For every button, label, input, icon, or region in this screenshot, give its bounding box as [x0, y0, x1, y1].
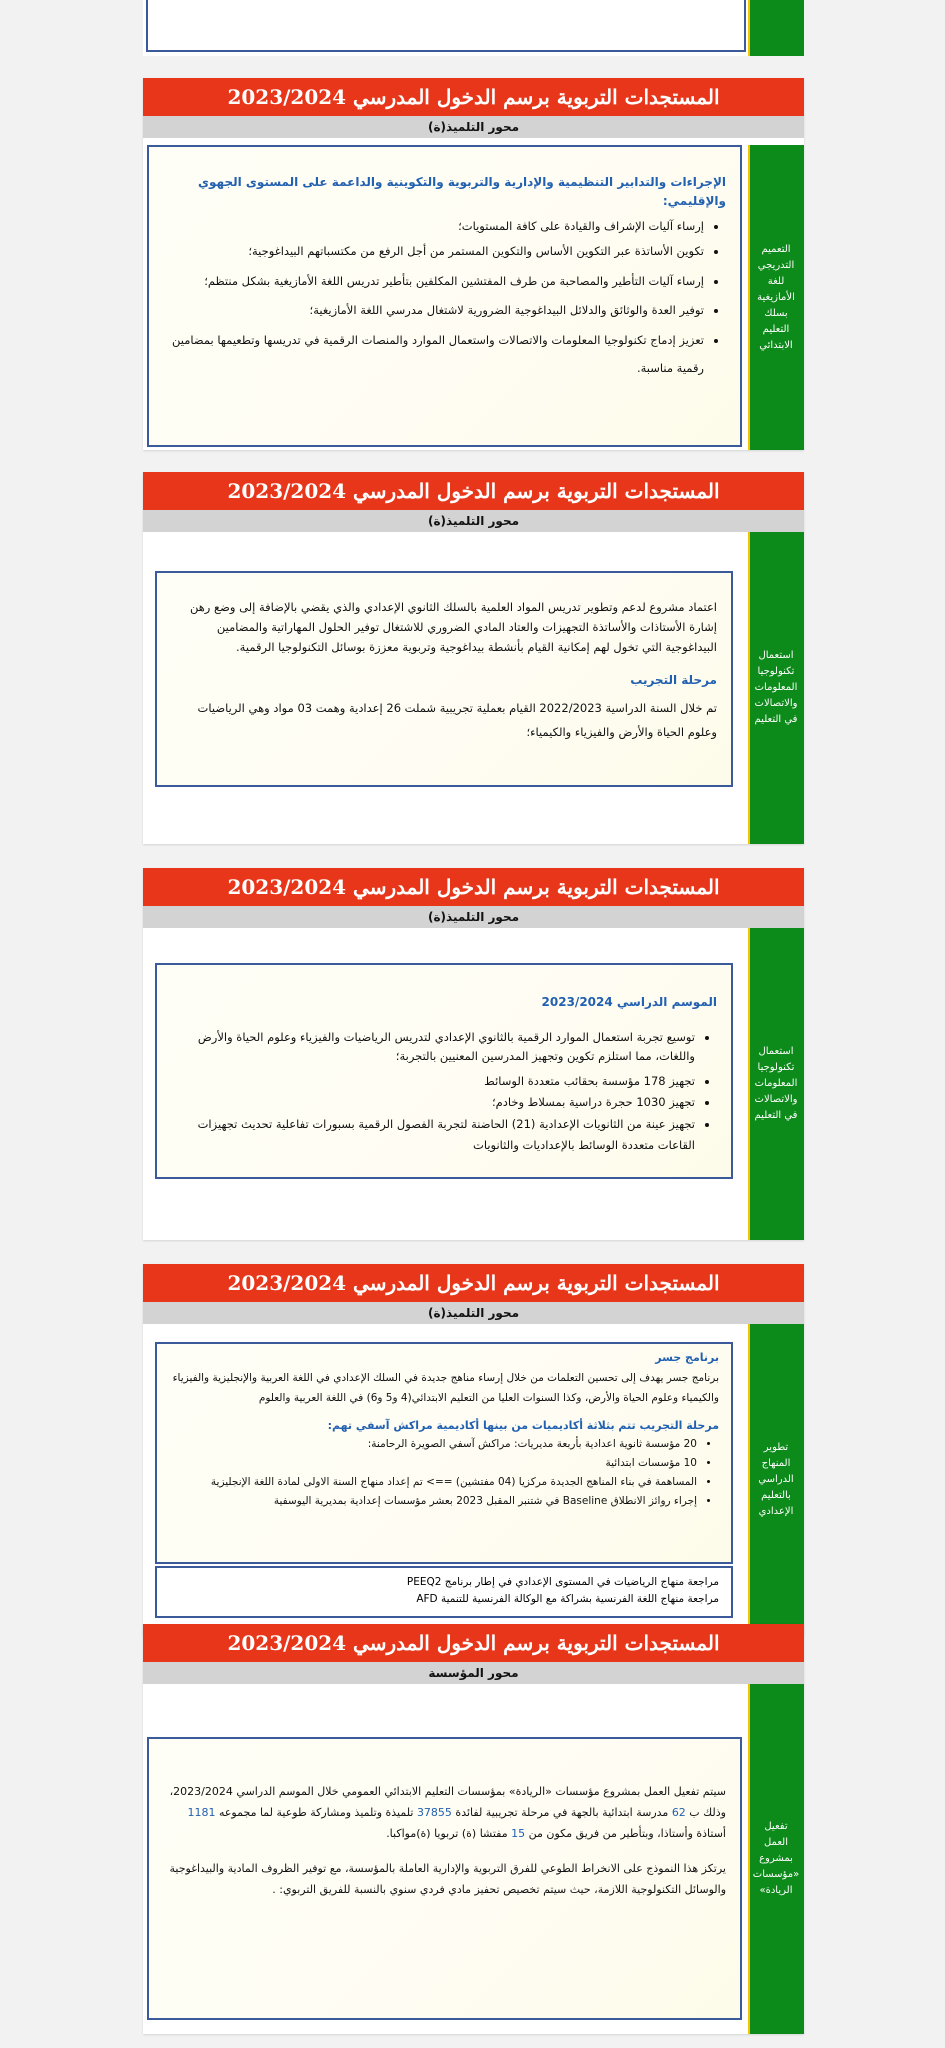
axis-label: محور التلميذ(ة): [143, 906, 804, 928]
stat-inspectors: 15: [511, 1827, 526, 1840]
list-item: • إرساء آليات الإشراف والقيادة على كافة المستويات؛: [163, 217, 704, 236]
notes-box: [155, 1566, 733, 1618]
stat-teachers: 1181: [187, 1806, 216, 1819]
text-run: مدرسة ابتدائية بالجهة في مرحلة تجريبية لفائدة: [451, 1806, 672, 1819]
section-heading: الموسم الدراسي 2023/2024: [541, 995, 717, 1009]
slide-content: [155, 571, 733, 787]
slide-banner: المستجدات التربوية برسم الدخول المدرسي 2023/2024: [143, 78, 804, 116]
stat-pupils: 37855: [416, 1806, 452, 1819]
section-heading: الإجراءات والتدابير التنظيمية والإدارية والتربوية والتكوينية والداعمة على المستوى الجهوي والإقليمي:: [198, 175, 726, 208]
slide-banner: المستجدات التربوية برسم الدخول المدرسي 2023/2024: [143, 868, 804, 906]
slide-banner: المستجدات التربوية برسم الدخول المدرسي 2023/2024: [143, 1264, 804, 1302]
text-run: سيتم تفعيل العمل بمشروع مؤسسات «الريادة» بمؤسسات التعليم الابتدائي العمومي خلال الموسم الدراسي 2023/2024، وذلك ب: [169, 1785, 726, 1819]
bullet-list: [169, 1436, 719, 1509]
text-run: مفتشا (ة) تربويا (ة)مواكبا.: [386, 1827, 512, 1840]
slide-amazigh-language: [143, 78, 804, 450]
slide-sidebar-label: استعمال تكنولوجيا المعلومات والاتصالات في التعليم: [748, 928, 804, 1240]
list-item: • تجهيز 1030 حجرة دراسية بمسلاط وخادم؛: [171, 1093, 695, 1112]
slide-sidebar-label: تطوير المنهاج الدراسي بالتعليم الإعدادي: [748, 1324, 804, 1636]
note-line: مراجعة منهاج الرياضيات في المستوى الإعدادي في إطار برنامج PEEQ2: [406, 1576, 719, 1588]
list-item: • تعزيز إدماج تكنولوجيا المعلومات والاتصالات واستعمال الموارد والمنصات الرقمية في تدريسها وتطعيمها بمضامين رقمية مناسبة.: [163, 326, 704, 382]
list-item: • تجهيز 178 مؤسسة بحقائب متعددة الوسائط: [171, 1072, 695, 1091]
stat-schools: 62: [671, 1806, 686, 1819]
list-item: • توسيع تجربة استعمال الموارد الرقمية بالثانوي الإعدادي لتدريس الرياضيات والفيزياء وعلوم الحياة والأرض واللغات، مما استلزم تكوين وتجهيز المدرسين المعنيين بالتجربة؛: [171, 1028, 695, 1066]
section-heading: برنامج جسر: [655, 1351, 719, 1364]
paragraph: برنامج جسر يهدف إلى تحسين التعلمات من خلال إرساء مناهج جديدة في السلك الإعدادي في اللغة العربية والإنجليزية والفيزياء والكيمياء وعلوم الحياة والأرض، وكذا السنوات العليا من التعليم الابتدائي(4 و5 و6) في اللغة العربية والعلوم: [172, 1372, 719, 1404]
slide-curriculum-development: [143, 1264, 804, 1636]
slide-content: [147, 1737, 742, 2020]
text-run: تلميذة وتلميذ ومشاركة طوعية لما مجموعه: [215, 1806, 417, 1819]
previous-slide-content-box: [146, 0, 746, 52]
paragraph: [163, 1781, 726, 1844]
slide-content: [147, 145, 742, 447]
slide-sidebar-label: تفعيل العمل بمشروع «مؤسسات الريادة»: [748, 1684, 804, 2034]
section-heading: مرحلة التجريب: [630, 673, 717, 687]
list-item: • إرساء آليات التأطير والمصاحبة من طرف المفتشين المكلفين بتأطير تدريس اللغة الأمازيغية بشكل منتظم؛: [163, 267, 704, 295]
slide-ict-pilot: [143, 472, 804, 844]
axis-label: محور المؤسسة: [143, 1662, 804, 1684]
slide-content: [155, 1342, 733, 1564]
list-item: • 10 مؤسسات ابتدائية: [169, 1455, 697, 1471]
slide-sidebar-label: التعميم التدريجي للغة الأمازيغية بسلك التعليم الابتدائي: [748, 145, 804, 450]
axis-label: محور التلميذ(ة): [143, 1302, 804, 1324]
list-item: • توفير العدة والوثائق والدلائل البيداغوجية الضرورية لاشتغال مدرسي اللغة الأمازيغية؛: [163, 301, 704, 320]
note-line: مراجعة منهاج اللغة الفرنسية بشراكة مع الوكالة الفرنسية للتنمية AFD: [416, 1593, 719, 1605]
previous-slide-fragment: [143, 0, 804, 56]
slide-ict-2023-2024: [143, 868, 804, 1240]
slide-banner: المستجدات التربوية برسم الدخول المدرسي 2023/2024: [143, 472, 804, 510]
bullet-list: [163, 217, 726, 382]
list-item: • المساهمة في بناء المناهج الجديدة مركزيا (04 مفتشين) ==> تم إعداد منهاج السنة الاولى لمادة اللغة الإنجليزية: [169, 1474, 697, 1490]
paragraph: تم خلال السنة الدراسية 2022/2023 القيام بعملية تجريبية شملت 26 إعدادية وهمت 03 مواد وهي الرياضيات وعلوم الحياة والأرض والفيزياء والكيمياء؛: [197, 701, 717, 739]
slide-content: [155, 963, 733, 1179]
axis-label: محور التلميذ(ة): [143, 510, 804, 532]
paragraph: اعتماد مشروع لدعم وتطوير تدريس المواد العلمية بالسلك الثانوي الإعدادي والذي يقضي بالإضافة إلى وضع رهن إشارة الأستاذات والأساتذة التجهيزات والعتاد المادي الضروري للاشتغال توفير الحلول المهاراتية والمضامين البيداغوجية التي تخول لهم إمكانية القيام بأنشطة بيداغوجية وتربوية معززة بوسائل التكنولوجيا الرقمية.: [189, 600, 717, 654]
list-item: • تكوين الأساتذة عبر التكوين الأساس والتكوين المستمر من أجل الرفع من مكتسباتهم البيداغوجية؛: [163, 242, 704, 261]
paragraph: يرتكز هذا النموذج على الانخراط الطوعي للفرق التربوية والإدارية العاملة بالمؤسسة، مع توفير الظروف المادية والبيداغوجية والوسائل التكنولوجية اللازمة، حيث سيتم تخصيص تحفيز مادي فردي سنوي بالنسبة للفريق التربوي: .: [169, 1862, 726, 1896]
slide-banner: المستجدات التربوية برسم الدخول المدرسي 2023/2024: [143, 1624, 804, 1662]
list-item: • إجراء روائز الانطلاق Baseline في شتنبر المقبل 2023 بعشر مؤسسات إعدادية بمديرية اليوسفية: [169, 1493, 697, 1509]
section-heading: مرحلة التجريب تتم بثلاثة أكاديميات من بينها أكاديمية مراكش آسفي تهم:: [327, 1419, 719, 1432]
bullet-list: [171, 1028, 717, 1156]
slide-sidebar-label: استعمال تكنولوجيا المعلومات والاتصالات في التعليم: [748, 532, 804, 844]
list-item: • 20 مؤسسة ثانوية اعدادية بأربعة مديريات: مراكش آسفي الصويرة الرحامنة:: [169, 1436, 697, 1452]
text-run: أستاذة وأستاذا، وبتأطير من فريق مكون من: [525, 1827, 726, 1840]
previous-slide-sidebar: [748, 0, 804, 56]
axis-label: محور التلميذ(ة): [143, 116, 804, 138]
list-item: • تجهيز عينة من الثانويات الإعدادية (21) الحاضنة لتجربة الفصول الرقمية بسبورات تفاعلية تحديث تجهيزات القاعات متعددة الوسائط بالإعداديات والثانويات: [171, 1114, 695, 1156]
slide-pioneer-schools: [143, 1624, 804, 2034]
